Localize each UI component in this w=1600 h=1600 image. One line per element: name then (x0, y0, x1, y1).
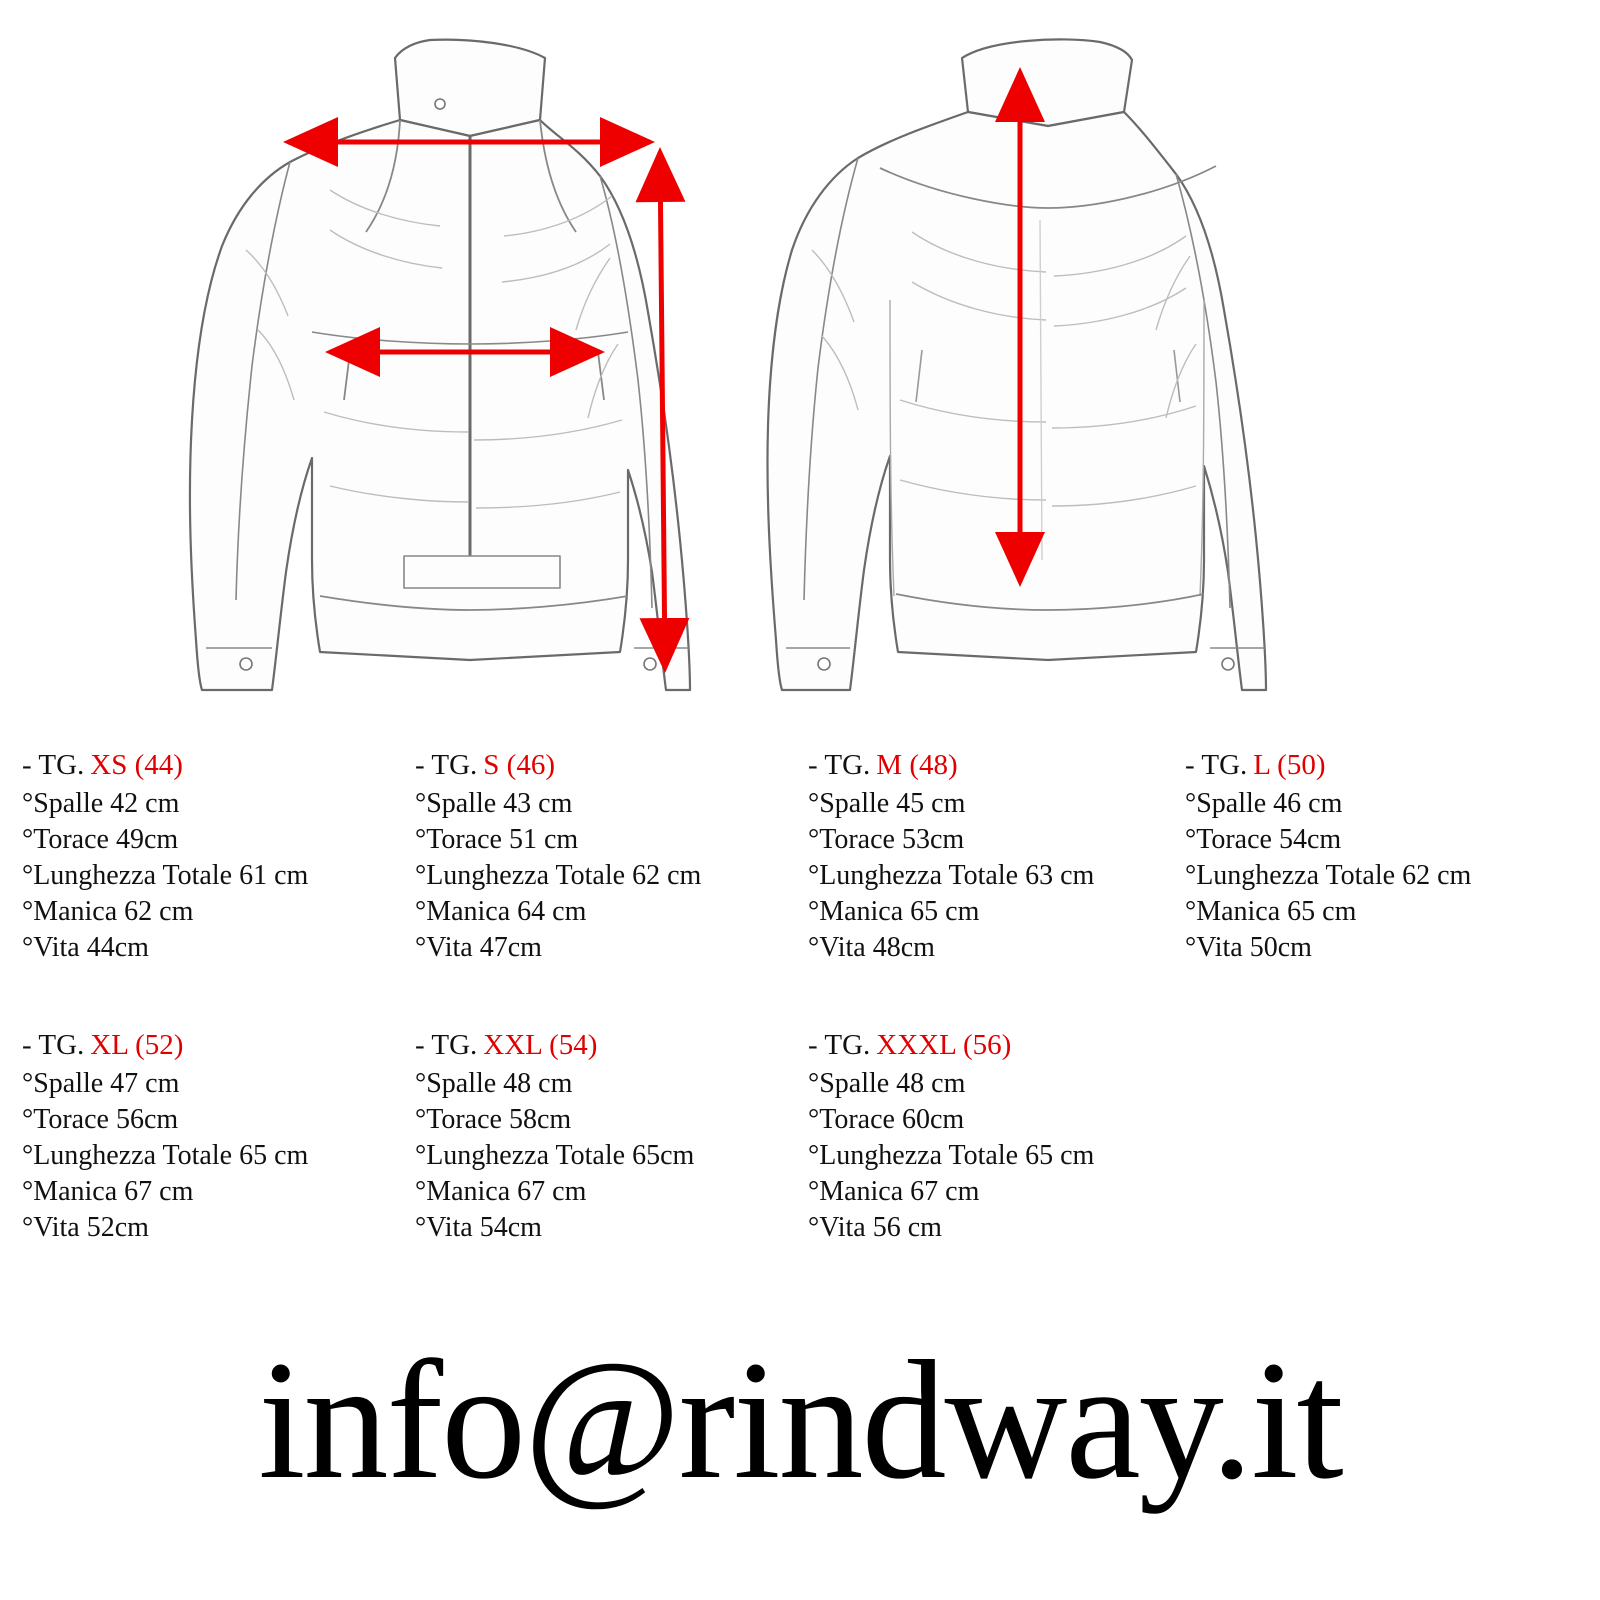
spec-manica-xxl: °Manica 67 cm (415, 1176, 587, 1207)
size-title-xxxl (808, 1028, 1094, 1062)
size-block-l (1185, 748, 1471, 966)
spec-vita-s: °Vita 47cm (415, 932, 542, 963)
size-prefix-xl: - TG. (22, 1029, 85, 1061)
spec-manica-l: °Manica 65 cm (1185, 896, 1357, 927)
size-prefix-xs: - TG. (22, 749, 85, 781)
size-block-m (808, 748, 1094, 966)
size-block-s (415, 748, 701, 966)
spec-spalle-xxl: °Spalle 48 cm (415, 1068, 573, 1099)
size-title-xxl (415, 1028, 694, 1062)
front-view-jacket (190, 40, 690, 690)
spec-torace-xxxl: °Torace 60cm (808, 1104, 965, 1135)
size-code-xxxl: XXXL (56) (876, 1029, 1012, 1061)
size-row-2 (0, 1028, 1600, 1308)
size-prefix-l: - TG. (1185, 749, 1248, 781)
size-code-m: M (48) (876, 749, 958, 781)
size-title-xl (22, 1028, 308, 1062)
spec-lunghezza-l: °Lunghezza Totale 62 cm (1185, 860, 1472, 891)
spec-vita-xl: °Vita 52cm (22, 1212, 149, 1243)
size-prefix-xxl: - TG. (415, 1029, 478, 1061)
size-block-xxxl (808, 1028, 1094, 1246)
size-prefix-xxxl: - TG. (808, 1029, 871, 1061)
spec-vita-l: °Vita 50cm (1185, 932, 1312, 963)
jacket-measurement-illustration (0, 0, 1600, 730)
spec-torace-xs: °Torace 49cm (22, 824, 179, 855)
size-code-xs: XS (44) (90, 749, 183, 781)
spec-spalle-m: °Spalle 45 cm (808, 788, 966, 819)
spec-spalle-xl: °Spalle 47 cm (22, 1068, 180, 1099)
size-chart (0, 748, 1600, 1308)
spec-spalle-xs: °Spalle 42 cm (22, 788, 180, 819)
spec-vita-xxl: °Vita 54cm (415, 1212, 542, 1243)
spec-torace-m: °Torace 53cm (808, 824, 965, 855)
size-title-l (1185, 748, 1471, 782)
size-block-xxl (415, 1028, 694, 1246)
back-view-jacket (767, 39, 1266, 690)
spec-lunghezza-xxl: °Lunghezza Totale 65cm (415, 1140, 695, 1171)
spec-torace-xl: °Torace 56cm (22, 1104, 179, 1135)
size-code-xxl: XXL (54) (483, 1029, 598, 1061)
spec-torace-xxl: °Torace 58cm (415, 1104, 572, 1135)
spec-vita-m: °Vita 48cm (808, 932, 935, 963)
spec-spalle-l: °Spalle 46 cm (1185, 788, 1343, 819)
size-block-xl (22, 1028, 308, 1246)
size-row-1 (0, 748, 1600, 1028)
spec-manica-xxxl: °Manica 67 cm (808, 1176, 980, 1207)
size-title-s (415, 748, 701, 782)
spec-manica-m: °Manica 65 cm (808, 896, 980, 927)
spec-manica-xs: °Manica 62 cm (22, 896, 194, 927)
size-prefix-m: - TG. (808, 749, 871, 781)
spec-vita-xs: °Vita 44cm (22, 932, 149, 963)
size-title-m (808, 748, 1094, 782)
spec-lunghezza-xxxl: °Lunghezza Totale 65 cm (808, 1140, 1095, 1171)
spec-spalle-s: °Spalle 43 cm (415, 788, 573, 819)
spec-manica-xl: °Manica 67 cm (22, 1176, 194, 1207)
spec-lunghezza-xl: °Lunghezza Totale 65 cm (22, 1140, 309, 1171)
spec-spalle-xxxl: °Spalle 48 cm (808, 1068, 966, 1099)
spec-lunghezza-s: °Lunghezza Totale 62 cm (415, 860, 702, 891)
spec-lunghezza-xs: °Lunghezza Totale 61 cm (22, 860, 309, 891)
spec-torace-l: °Torace 54cm (1185, 824, 1342, 855)
spec-manica-s: °Manica 64 cm (415, 896, 587, 927)
size-code-xl: XL (52) (90, 1029, 184, 1061)
size-block-xs (22, 748, 308, 966)
contact-email: info@rindway.it (258, 1326, 1342, 1514)
size-code-l: L (50) (1253, 749, 1326, 781)
size-code-s: S (46) (483, 749, 555, 781)
size-title-xs (22, 748, 308, 782)
size-prefix-s: - TG. (415, 749, 478, 781)
spec-vita-xxxl: °Vita 56 cm (808, 1212, 942, 1243)
spec-lunghezza-m: °Lunghezza Totale 63 cm (808, 860, 1095, 891)
spec-torace-s: °Torace 51 cm (415, 824, 579, 855)
